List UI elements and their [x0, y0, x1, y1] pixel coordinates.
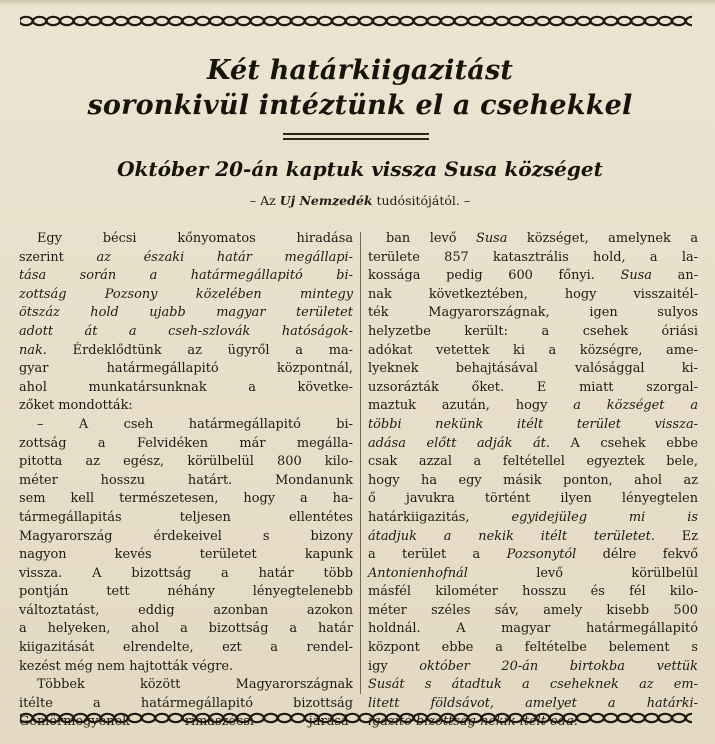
ornamental-border-bottom	[20, 711, 692, 725]
chain-link	[387, 714, 400, 722]
article-column-left	[19, 230, 353, 732]
byline	[180, 192, 540, 210]
text-line	[19, 490, 353, 509]
chain-link	[645, 714, 658, 722]
plain-text: pontján tett néhány lényegtelenebb	[19, 584, 353, 600]
chain-link	[60, 714, 73, 722]
plain-text: levő körülbelül	[467, 565, 698, 581]
text-line	[368, 286, 698, 305]
plain-text: Ez	[654, 528, 698, 544]
chain-link	[210, 17, 223, 25]
text-line	[368, 565, 698, 584]
emphasized-text: átadjuk a nekik itélt területet.	[368, 528, 655, 544]
plain-text: Magyarország érdekeivel s bizony	[19, 528, 353, 544]
chain-link	[128, 714, 141, 722]
byline-suffix: tudósitójától. –	[372, 193, 471, 208]
chain-link	[155, 714, 168, 722]
chain-link	[591, 17, 604, 25]
chain-link	[128, 17, 141, 25]
chain-link	[441, 17, 454, 25]
emphasized-text: egyidejüleg mi is	[511, 509, 698, 525]
chain-link	[305, 17, 318, 25]
chain-link	[305, 714, 318, 722]
chain-link	[672, 17, 685, 25]
text-line	[368, 490, 698, 509]
chain-link	[618, 17, 631, 25]
chain-link	[332, 17, 345, 25]
chain-link	[183, 714, 196, 722]
chain-link	[536, 17, 549, 25]
text-line	[19, 342, 353, 361]
chain-link	[482, 714, 495, 722]
subheadline: Október 20-án kaptuk vissza Susa községet	[117, 157, 603, 181]
text-line	[368, 583, 698, 602]
plain-text: kiigazitását elrendelte, ezt a rendel-	[19, 640, 353, 656]
chain-link	[33, 714, 46, 722]
plain-text: községet, amelynek a	[507, 231, 698, 246]
plain-text: a helyeken, ahol a bizottság a határ	[19, 621, 353, 637]
chain-link	[400, 714, 413, 722]
chain-link	[332, 714, 345, 722]
chain-link	[251, 714, 264, 722]
emphasized-text: igazitó bizottság nekik itélt oda.	[368, 714, 578, 730]
plain-text: másfél kilométer hosszu és fél kilo-	[368, 584, 698, 600]
chain-link	[455, 17, 468, 25]
chain-link	[387, 17, 400, 25]
chain-link	[495, 714, 508, 722]
chain-link	[196, 714, 209, 722]
text-line	[19, 583, 353, 602]
emphasized-text: Antonienhofnál	[368, 565, 468, 581]
chain-link	[563, 714, 576, 722]
chain-link	[400, 17, 413, 25]
emphasized-text: litett földsávot, amelyet a határki-	[368, 695, 698, 711]
plain-text: változtatást, eddig azonban azokon	[19, 602, 353, 618]
plain-text: A csehek ebbe	[549, 435, 698, 451]
text-line	[368, 472, 698, 491]
chain-link	[101, 17, 114, 25]
text-line	[368, 304, 698, 323]
chain-link	[237, 714, 250, 722]
emphasized-text: Susa	[620, 268, 652, 284]
plain-text: csak azzal a feltétellel egyeztek bele,	[368, 454, 698, 470]
chain-link	[659, 17, 672, 25]
text-line	[19, 360, 353, 379]
chain-link	[319, 17, 332, 25]
byline-paper-name: Uj Nemzedék	[279, 193, 373, 208]
text-line	[368, 602, 698, 621]
chain-link	[618, 714, 631, 722]
plain-text: területe 857 katasztrális hold, a la-	[368, 249, 698, 265]
chain-link	[223, 714, 236, 722]
plain-text: a terület a	[368, 547, 507, 563]
chain-link	[577, 714, 590, 722]
chain-link	[115, 17, 128, 25]
chain-link	[441, 714, 454, 722]
text-line	[368, 509, 698, 528]
chain-link	[60, 17, 73, 25]
chain-link	[169, 17, 182, 25]
plain-text: gyar határmegállapitó központnál,	[19, 361, 353, 377]
chain-link	[591, 714, 604, 722]
plain-text: Többek között Magyarországnak	[37, 677, 353, 693]
text-line	[19, 528, 353, 547]
text-line	[19, 602, 353, 621]
emphasized-text: adása előtt adják át.	[368, 435, 550, 451]
emphasized-text: a községet a	[573, 398, 698, 414]
emphasized-text: Pozsonytól	[506, 547, 577, 563]
text-line	[19, 286, 353, 305]
chain-link	[264, 714, 277, 722]
headline-divider	[283, 133, 429, 140]
chain-link	[359, 17, 372, 25]
chain-link	[74, 714, 87, 722]
chain-link	[414, 17, 427, 25]
plain-text: határkiigazitás,	[368, 509, 512, 525]
text-line	[19, 267, 353, 286]
text-line	[19, 546, 353, 565]
plain-text: zőket mondották:	[19, 398, 133, 414]
text-line	[19, 639, 353, 658]
chain-link	[482, 17, 495, 25]
plain-text: ték Magyarországnak, igen sulyos	[368, 305, 698, 321]
chain-link	[33, 17, 46, 25]
chain-link	[414, 714, 427, 722]
chain-link	[631, 17, 644, 25]
plain-text: Egy bécsi kőnyomatos hiradása	[37, 231, 353, 246]
ornamental-border-top	[20, 14, 692, 28]
chain-link	[672, 714, 685, 722]
text-line	[368, 342, 698, 361]
text-line	[19, 453, 353, 472]
text-line	[19, 323, 353, 342]
chain-link	[645, 17, 658, 25]
text-line	[19, 416, 353, 435]
plain-text: maztuk azután, hogy	[368, 398, 574, 414]
text-line	[368, 397, 698, 416]
chain-link	[346, 714, 359, 722]
text-line	[19, 472, 353, 491]
chain-link	[523, 17, 536, 25]
text-line	[19, 230, 353, 249]
text-line	[368, 267, 698, 286]
plain-text: központ ebbe a feltételbe belement s	[368, 640, 698, 656]
text-line	[19, 249, 353, 268]
plain-text: holdnál. A magyar határmegállapitó	[368, 621, 698, 637]
chain-link	[47, 17, 60, 25]
plain-text: sem kell természetesen, hogy a ha-	[19, 491, 353, 507]
chain-link	[142, 17, 155, 25]
chain-link	[686, 17, 692, 25]
plain-text: hogy ha egy másik ponton, ahol az	[368, 472, 698, 488]
emphasized-text: zottság Pozsony közelében mintegy	[19, 286, 353, 302]
text-line	[19, 304, 353, 323]
plain-text: ahol munkatársunknak a követke-	[19, 379, 353, 395]
chain-link	[142, 714, 155, 722]
emphasized-text: tása során a határmegállapitó bi-	[19, 268, 353, 284]
chain-link	[550, 17, 563, 25]
plain-text: lyeknek behajtásával valósággal ki-	[368, 361, 698, 377]
chain-ornament-top	[20, 14, 692, 28]
chain-link	[278, 714, 291, 722]
chain-link	[278, 17, 291, 25]
plain-text: Érdeklődtünk az ügyről a ma-	[46, 342, 353, 358]
chain-link	[359, 714, 372, 722]
plain-text: kezést még nem hajtották végre.	[19, 658, 234, 674]
chain-link	[237, 17, 250, 25]
text-line	[368, 230, 698, 249]
plain-text: tármegállapitás teljesen ellentétes	[19, 509, 353, 525]
chain-link	[468, 17, 481, 25]
emphasized-text: adott át a cseh-szlovák hatóságok-	[19, 323, 353, 339]
text-line	[368, 435, 698, 454]
chain-link	[169, 714, 182, 722]
plain-text: vissza. A bizottság a határ több	[19, 565, 353, 581]
chain-link	[115, 714, 128, 722]
plain-text: itélte a határmegállapitó bizottság	[19, 695, 353, 711]
text-line	[19, 565, 353, 584]
emphasized-text: nak.	[19, 342, 47, 358]
chain-link	[631, 714, 644, 722]
plain-text: kossága pedig 600 főnyi.	[368, 268, 621, 284]
text-line	[368, 676, 698, 695]
plain-text: Gömörmegyének rimaszécsi járásá-	[19, 714, 353, 730]
chain-link	[509, 714, 522, 722]
emphasized-text: Susát s átadtuk a cseheknek az em-	[368, 677, 698, 693]
text-line	[368, 639, 698, 658]
text-line	[368, 528, 698, 547]
plain-text: méter széles sáv, amely kisebb 500	[368, 602, 698, 618]
emphasized-text: többi nekünk itélt terület vissza-	[368, 416, 698, 432]
chain-link	[47, 714, 60, 722]
emphasized-text: október 20-án birtokba vettük	[419, 658, 698, 674]
text-line	[368, 249, 698, 268]
chain-link	[210, 714, 223, 722]
byline-prefix: – Az	[249, 193, 280, 208]
text-line	[368, 658, 698, 677]
text-line	[368, 416, 698, 435]
chain-link	[509, 17, 522, 25]
text-line	[368, 360, 698, 379]
text-line	[19, 658, 353, 677]
plain-text: pitotta az egész, körülbelül 800 kilo-	[19, 454, 353, 470]
headline-line-1: Két határkiigazitást	[206, 55, 514, 86]
chain-link	[563, 17, 576, 25]
plain-text: délre fekvő	[576, 547, 698, 563]
chain-link	[20, 17, 33, 25]
plain-text: méter hosszu határt. Mondanunk	[19, 472, 353, 488]
text-line	[19, 620, 353, 639]
chain-link	[686, 714, 692, 722]
chain-link	[577, 17, 590, 25]
text-line	[19, 435, 353, 454]
chain-link	[319, 714, 332, 722]
chain-link	[87, 17, 100, 25]
chain-link	[455, 714, 468, 722]
headline-line-2: soronkivül intéztünk el a csehekkel	[87, 90, 633, 121]
chain-link	[20, 714, 33, 722]
chain-link	[223, 17, 236, 25]
chain-link	[550, 714, 563, 722]
chain-link	[74, 17, 87, 25]
plain-text: zottság a Felvidéken már megálla-	[19, 435, 353, 451]
text-line	[368, 323, 698, 342]
chain-link	[427, 17, 440, 25]
page-top-edge	[0, 0, 715, 6]
chain-link	[101, 714, 114, 722]
emphasized-text: ötszáz hold ujabb magyar területet	[19, 305, 353, 321]
text-line	[368, 453, 698, 472]
chain-link	[264, 17, 277, 25]
chain-ornament-bottom	[20, 711, 692, 725]
chain-link	[468, 714, 481, 722]
plain-text: igy	[368, 658, 420, 674]
chain-link	[87, 714, 100, 722]
chain-link	[183, 17, 196, 25]
plain-text: nak következtében, hogy visszaitél-	[368, 286, 698, 302]
chain-link	[604, 17, 617, 25]
chain-link	[291, 714, 304, 722]
text-line	[19, 676, 353, 695]
plain-text: uzsorázták őket. E miatt szorgal-	[368, 379, 698, 395]
chain-link	[659, 714, 672, 722]
chain-link	[291, 17, 304, 25]
text-line	[368, 620, 698, 639]
chain-link	[604, 714, 617, 722]
plain-text: ő javukra történt ilyen lényegtelen	[368, 491, 698, 507]
plain-text: nagyon kevés területet kapunk	[19, 547, 353, 563]
chain-link	[427, 714, 440, 722]
emphasized-text: Susa	[476, 231, 508, 246]
article-column-right	[368, 230, 698, 732]
text-line	[19, 397, 353, 416]
text-line	[19, 509, 353, 528]
chain-link	[251, 17, 264, 25]
chain-link	[196, 17, 209, 25]
emphasized-text: az északi határ megállapi-	[96, 249, 353, 265]
chain-link	[523, 714, 536, 722]
plain-text: szerint	[19, 249, 97, 265]
plain-text: adókat vetettek ki a községre, ame-	[368, 342, 698, 358]
chain-link	[346, 17, 359, 25]
text-line	[19, 379, 353, 398]
plain-text: ban levő	[386, 231, 476, 246]
plain-text: an-	[651, 268, 698, 284]
chain-link	[495, 17, 508, 25]
chain-link	[373, 17, 386, 25]
text-line	[368, 546, 698, 565]
chain-link	[373, 714, 386, 722]
text-line	[368, 379, 698, 398]
plain-text: – A cseh határmegállapitó bi-	[37, 416, 353, 432]
chain-link	[536, 714, 549, 722]
chain-link	[155, 17, 168, 25]
column-divider	[360, 232, 361, 694]
plain-text: helyzetbe került: a csehek óriási	[368, 323, 698, 339]
